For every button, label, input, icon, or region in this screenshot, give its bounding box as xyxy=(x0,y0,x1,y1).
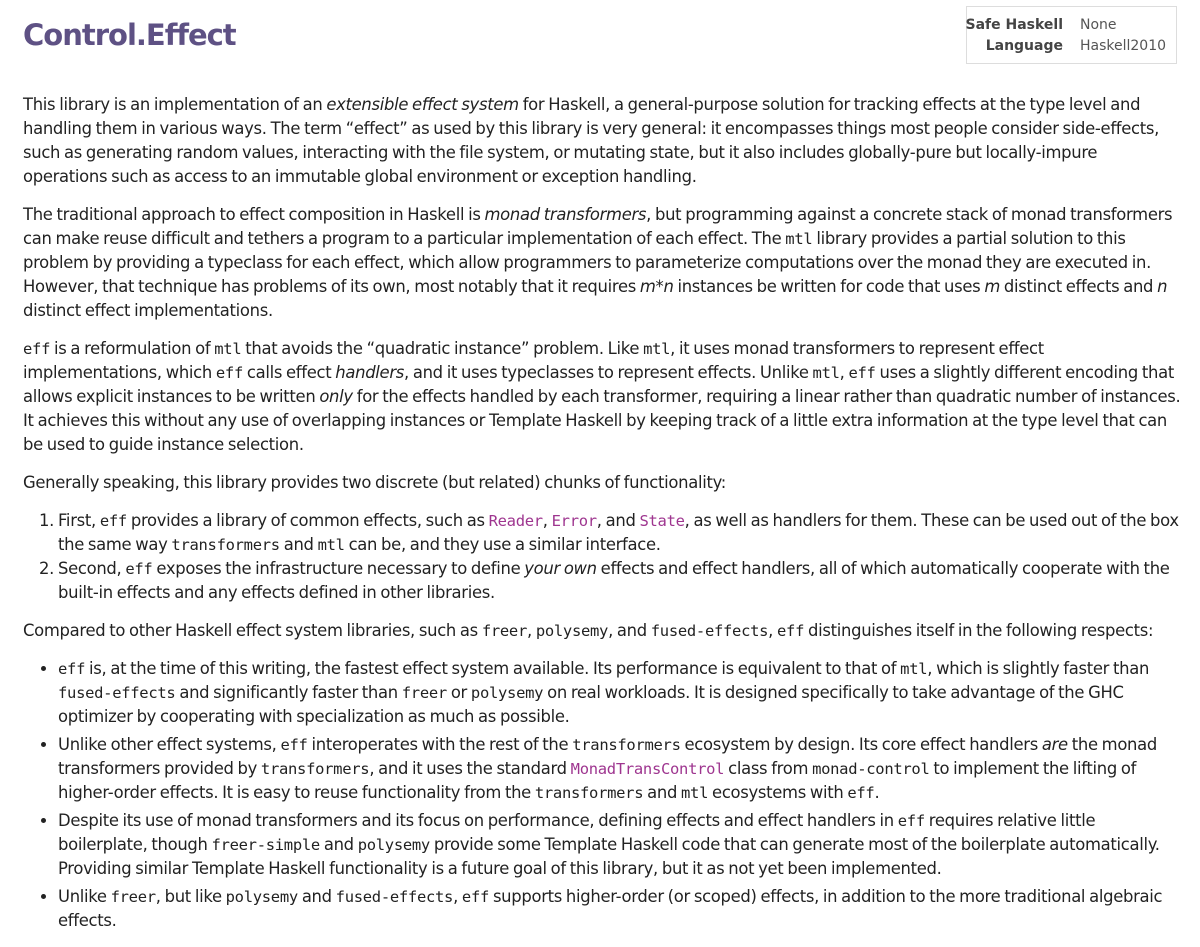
page-title: Control.Effect xyxy=(23,18,236,52)
list-item: • Despite its use of monad transformers and its focus on performance, defining effects and effect handlers in eff requires relative little boilerplate, though freer-simple and polysemy provide some Template Haskell code that can generate most of the boilerplate automatically. Providing similar Template Haskell functionality is a future goal of this library, but it as not yet been implemented. xyxy=(58,809,1183,881)
info-key: Safe Haskell xyxy=(965,17,1063,33)
paragraph-functionality: Generally speaking, this library provides two discrete (but related) chunks of functionality: xyxy=(23,473,727,492)
paragraph-eff-reformulation: eff is a reformulation of mtl that avoids the “quadratic instance” problem. Like mtl, it uses monad transformers to represent effect implementations, which eff calls effect handlers, and it uses typeclasses to represent effects. Unlike mtl, eff uses a slightly different encoding that allows explicit instances to be written only for the effects handled by each transformer, requiring a linear rather than quadratic number of instances. It achieves this without any use of overlapping instances or Template Haskell by keeping track of a little extra information at the type level that can be used to guide instance selection. xyxy=(23,339,1181,454)
link-state[interactable]: State xyxy=(639,512,685,530)
module-info-table xyxy=(966,6,1177,64)
paragraph-monad-transformers: The traditional approach to effect composition in Haskell is monad transformers, but programming against a concrete stack of monad transformers can make reuse difficult and tethers a program to a particular implementation of each effect. The mtl library provides a partial solution to this problem by providing a typeclass for each effect, which allow programmers to parameterize computations over the monad they are executed in. However, that technique has problems of its own, most notably that it requires m*n instances be written for code that uses m distinct effects and n distinct effect implementations. xyxy=(23,205,1173,320)
link-error[interactable]: Error xyxy=(551,512,597,530)
list-item: 2. Second, eff exposes the infrastructure necessary to define your own effects and effect handlers, all of which automatically cooperate with the built-in effects and any effects defined in other libraries. xyxy=(58,557,1183,605)
info-value: None xyxy=(1080,17,1117,33)
link-reader[interactable]: Reader xyxy=(488,512,543,530)
list-item: • eff is, at the time of this writing, the fastest effect system available. Its performance is equivalent to that of mtl, which is slightly faster than fused-effects and significantly faster than freer or polysemy on real workloads. It is designed specifically to take advantage of the GHC optimizer by cooperating with specialization as much as possible. xyxy=(58,657,1183,729)
info-row-language xyxy=(967,36,1176,56)
list-item: 1. First, eff provides a library of common effects, such as Reader, Error, and State, as well as handlers for them. These can be used out of the box the same way transformers and mtl can be, and they use a similar interface. xyxy=(58,509,1183,557)
comparison-list xyxy=(23,657,1183,933)
list-item: • Unlike other effect systems, eff interoperates with the rest of the transformers ecosystem by design. Its core effect handlers are the monad transformers provided by transformers, and it uses the standard MonadTransControl class from monad-control to implement the lifting of higher-order effects. It is easy to reuse functionality from the transformers and mtl ecosystems with eff. xyxy=(58,733,1183,805)
module-description xyxy=(23,93,1183,937)
info-row-safe-haskell xyxy=(967,15,1176,35)
list-item: • Unlike freer, but like polysemy and fused-effects, eff supports higher-order (or scoped) effects, in addition to the more traditional algebraic effects. xyxy=(58,885,1183,933)
info-value: Haskell2010 xyxy=(1080,38,1167,54)
link-monadtranscontrol[interactable]: MonadTransControl xyxy=(570,760,725,778)
paragraph-comparison: Compared to other Haskell effect system libraries, such as freer, polysemy, and fused-effects, eff distinguishes itself in the following respects: xyxy=(23,621,1154,640)
info-key: Language xyxy=(985,38,1063,54)
paragraph-intro: This library is an implementation of an extensible effect system for Haskell, a general-purpose solution for tracking effects at the type level and handling them in various ways. The term “effect” as used by this library is very general: it encompasses things most people consider side-effects, such as generating random values, interacting with the file system, or mutating state, but it also includes globally-pure but locally-impure operations such as access to an immutable global environment or exception handling. xyxy=(23,95,1160,186)
functionality-list xyxy=(23,509,1183,605)
